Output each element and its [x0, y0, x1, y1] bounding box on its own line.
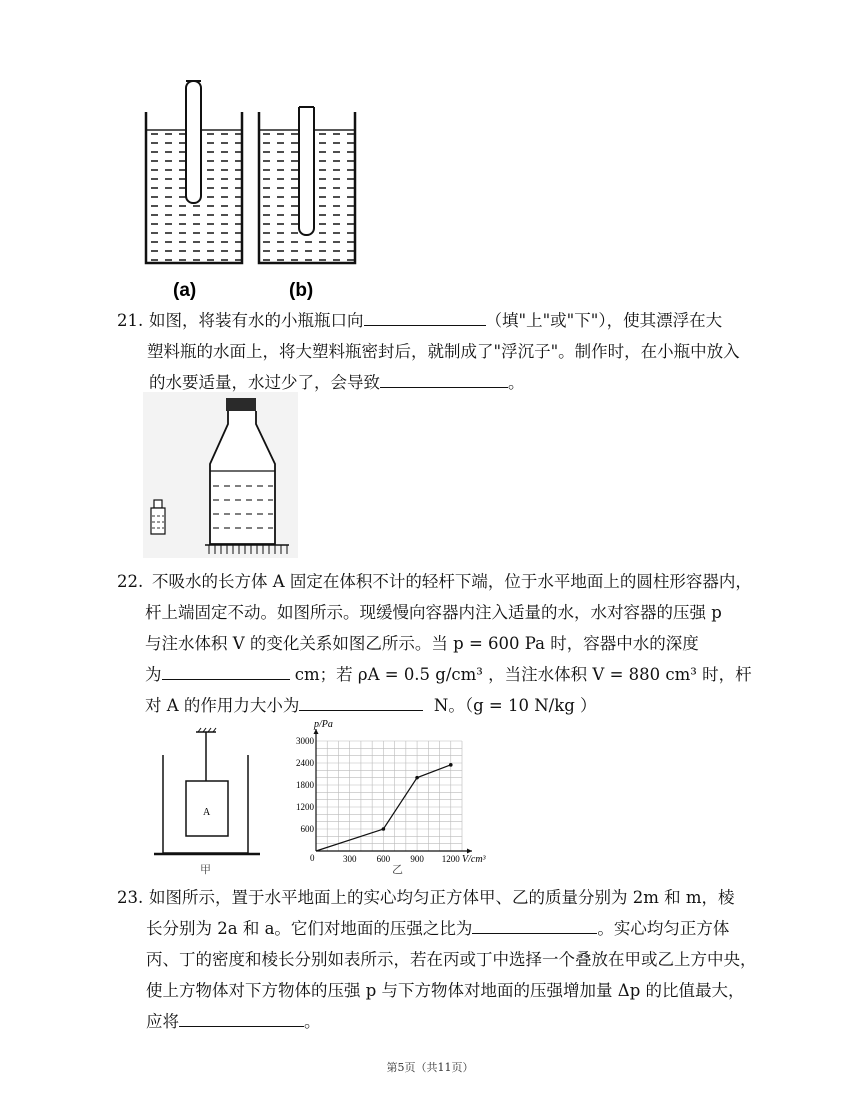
beaker-b [259, 107, 355, 263]
q23-text: 如图所示，置于水平地面上的实心均匀正方体甲、乙的质量分别为 2m 和 m，棱 [149, 888, 735, 907]
block-a-label: A [203, 807, 211, 818]
data-point [449, 763, 453, 767]
y-tick-label: 1200 [296, 802, 314, 812]
q21-text: 如图，将装有水的小瓶瓶口向 [149, 311, 364, 330]
chart-ticks [296, 736, 460, 864]
q21-text: 塑料瓶的水面上，将大塑料瓶密封后，就制成了"浮沉子"。制作时，在小瓶中放入 [147, 342, 740, 361]
x-tick-label: 600 [376, 854, 391, 864]
q23-text: 长分别为 2a 和 a。它们对地面的压强之比为 [146, 919, 473, 938]
q22-text: cm；若 ρA = 0.5 g/cm³ ，当注水体积 V = 880 cm³ 时，杆 [294, 665, 752, 684]
question-23 [117, 882, 767, 1037]
label-b: (b) [289, 280, 314, 300]
x-tick-label: 1200 [441, 854, 460, 864]
page-footer: 第5页（共11页） [386, 1061, 474, 1074]
data-point [382, 827, 386, 831]
x-axis-label: V/cm³ [462, 854, 486, 865]
answer-blank[interactable] [162, 661, 290, 680]
q23-text: 应将 [146, 1012, 179, 1031]
q23-text: 。 [304, 1012, 321, 1031]
q22-text: 杆上端固定不动。如图所示。现缓慢向容器内注入适量的水，水对容器的压强 p [145, 603, 722, 622]
pressure-volume-chart [280, 715, 505, 875]
x-tick-label: 900 [410, 854, 424, 864]
y-tick-label: 3000 [296, 736, 314, 746]
answer-blank[interactable] [364, 307, 486, 326]
chart-axes [314, 729, 473, 854]
question-number: 23. [117, 888, 144, 907]
q21-text: 的水要适量，水过少了，会导致 [149, 373, 380, 392]
question-number: 22. [117, 572, 144, 591]
q21-text: 。 [508, 373, 525, 392]
answer-blank[interactable] [299, 692, 423, 711]
q23-text: 。实心均匀正方体 [597, 919, 730, 938]
x-axis-arrow [467, 849, 472, 854]
question-22 [117, 566, 767, 721]
q22-text: N。（g = 10 N/kg ） [433, 696, 597, 715]
answer-blank[interactable] [472, 915, 597, 934]
q22-text: 对 A 的作用力大小为 [145, 696, 300, 715]
question-number: 21. [117, 311, 144, 330]
chart-grid [316, 741, 462, 851]
y-tick-label: 2400 [296, 758, 314, 768]
x-tick-label: 300 [342, 854, 357, 864]
q23-text: 使上方物体对下方物体的压强 p 与下方物体对地面的压强增加量 Δp 的比值最大， [146, 981, 745, 1000]
label-a: (a) [173, 280, 197, 300]
y-tick-label: 600 [300, 824, 314, 834]
q21-text: （填"上"或"下"），使其漂浮在大 [485, 311, 723, 330]
chart-caption: 乙 [392, 863, 403, 875]
q22-text: 为 [145, 665, 162, 684]
data-point [415, 776, 419, 780]
q22-text: 与注水体积 V 的变化关系如图乙所示。当 p = 600 Pa 时，容器中水的深度 [145, 634, 699, 653]
answer-blank[interactable] [380, 369, 508, 388]
beaker-a [146, 81, 242, 263]
container-figure [152, 727, 282, 877]
answer-blank[interactable] [179, 1008, 304, 1027]
y-tick-label: 1800 [296, 780, 314, 790]
q22-text: 不吸水的长方体 A 固定在体积不计的轻杆下端，位于水平地面上的圆柱形容器内， [152, 572, 752, 591]
origin-label: 0 [310, 853, 315, 863]
q23-text: 丙、丁的密度和棱长分别如表所示，若在丙或丁中选择一个叠放在甲或乙上方中央， [146, 950, 757, 969]
tubes-figure [135, 75, 375, 300]
y-axis-label: p/Pa [314, 719, 333, 730]
bottle-figure [143, 392, 298, 558]
question-21 [117, 305, 767, 398]
fig-jia-label: 甲 [200, 863, 211, 876]
